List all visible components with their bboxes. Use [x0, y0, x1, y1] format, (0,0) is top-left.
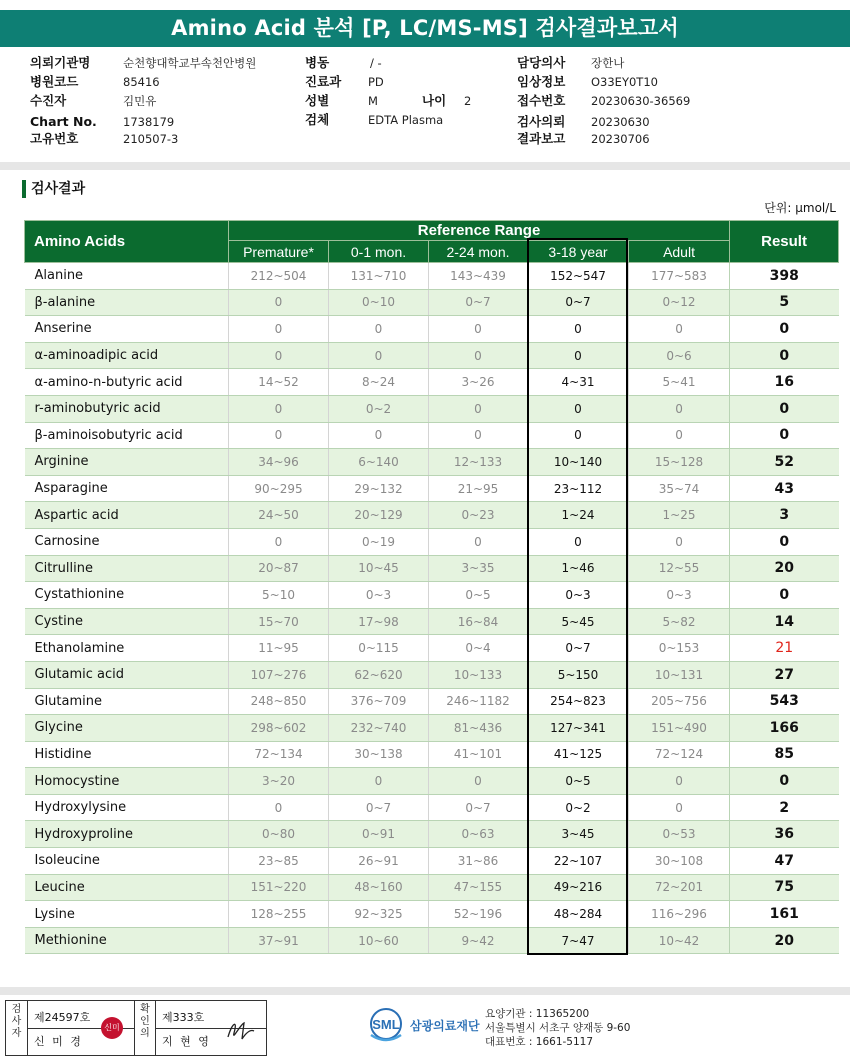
reference-range-cell: 1~25 — [629, 502, 730, 529]
amino-acid-name: Histidine — [25, 741, 229, 768]
tester-name: 신 미 경 — [34, 1035, 83, 1048]
reference-range-cell: 15~128 — [629, 449, 730, 476]
footer-contact — [485, 1007, 630, 1049]
amino-acid-name: Cystine — [25, 608, 229, 635]
section-title: 검사결과 — [31, 181, 86, 197]
amino-acid-name: Glutamine — [25, 688, 229, 715]
info-value-age: 2 — [464, 94, 472, 108]
reference-range-cell: 31~86 — [429, 848, 528, 875]
reference-range-cell: 0 — [329, 316, 429, 343]
reference-range-cell: 5~82 — [629, 608, 730, 635]
reference-range-cell: 205~756 — [629, 688, 730, 715]
info-label-request-date: 검사의뢰 — [517, 114, 566, 129]
confirmer-label-text: 확인의 — [140, 1004, 150, 1039]
tester-label-text: 검사자 — [11, 1004, 22, 1039]
reference-range-cell: 0 — [629, 422, 730, 449]
reference-range-cell: 81~436 — [429, 715, 528, 742]
reference-range-cell: 3~26 — [429, 369, 528, 396]
reference-range-cell: 376~709 — [329, 688, 429, 715]
amino-acid-name: Anserine — [25, 316, 229, 343]
result-value: 52 — [730, 449, 839, 476]
reference-range-cell: 0 — [329, 422, 429, 449]
reference-range-cell: 35~74 — [629, 475, 730, 502]
reference-range-cell: 0 — [429, 342, 528, 369]
reference-range-cell: 49~216 — [528, 874, 629, 901]
reference-range-cell: 0 — [229, 528, 329, 555]
info-value-department: PD — [368, 75, 384, 89]
amino-acid-name: Arginine — [25, 449, 229, 476]
info-value-sex: M — [368, 94, 378, 108]
result-value: 0 — [730, 342, 839, 369]
result-value: 398 — [730, 263, 839, 290]
reference-range-cell: 10~133 — [429, 661, 528, 688]
confirmer-signature — [224, 1015, 258, 1045]
result-value: 21 — [730, 635, 839, 662]
reference-range-cell: 0 — [528, 342, 629, 369]
info-value-unique-no: 210507-3 — [123, 132, 179, 146]
reference-range-cell: 37~91 — [229, 927, 329, 954]
result-value: 161 — [730, 901, 839, 928]
info-label-department: 진료과 — [305, 74, 342, 89]
reference-range-cell: 12~55 — [629, 555, 730, 582]
result-value: 36 — [730, 821, 839, 848]
result-value: 85 — [730, 741, 839, 768]
reference-range-cell: 0~2 — [329, 395, 429, 422]
reference-range-cell: 0 — [429, 422, 528, 449]
reference-range-cell: 0 — [528, 528, 629, 555]
tester-license-no: 제24597호 — [34, 1011, 91, 1024]
reference-range-cell: 14~52 — [229, 369, 329, 396]
reference-range-cell: 29~132 — [329, 475, 429, 502]
reference-range-cell: 10~140 — [528, 449, 629, 476]
amino-acid-name: Alanine — [25, 263, 229, 290]
table-row — [25, 289, 839, 316]
reference-range-cell: 10~42 — [629, 927, 730, 954]
table-row — [25, 316, 839, 343]
info-label-institution: 의뢰기관명 — [30, 55, 91, 70]
reference-range-cell: 72~124 — [629, 741, 730, 768]
info-value-hospital-code: 85416 — [123, 75, 160, 89]
reference-range-cell: 128~255 — [229, 901, 329, 928]
results-table — [24, 220, 839, 954]
reference-range-cell: 0~7 — [429, 289, 528, 316]
reference-range-cell: 4~31 — [528, 369, 629, 396]
footer-line-institution: 요양기관 : 11365200 — [485, 1008, 590, 1020]
footer-divider — [0, 987, 850, 995]
reference-range-cell: 0 — [229, 395, 329, 422]
amino-acid-name: Cystathionine — [25, 582, 229, 609]
info-label-ward: 병동 — [305, 55, 330, 70]
result-value: 543 — [730, 688, 839, 715]
reference-range-cell: 30~108 — [629, 848, 730, 875]
table-row — [25, 422, 839, 449]
sml-logo — [366, 1005, 406, 1047]
amino-acid-name: Aspartic acid — [25, 502, 229, 529]
info-value-patient: 김민유 — [123, 94, 157, 108]
results-table-body — [25, 263, 839, 954]
header-range-adult: Adult — [629, 241, 730, 263]
section-marker — [22, 180, 26, 198]
reference-range-cell: 9~42 — [429, 927, 528, 954]
result-value: 14 — [730, 608, 839, 635]
header-range-2-24-mon: 2-24 mon. — [429, 241, 528, 263]
reference-range-cell: 5~45 — [528, 608, 629, 635]
reference-range-cell: 0 — [528, 316, 629, 343]
result-value: 0 — [730, 528, 839, 555]
reference-range-cell: 232~740 — [329, 715, 429, 742]
reference-range-cell: 26~91 — [329, 848, 429, 875]
confirmer-name: 지 현 영 — [162, 1035, 211, 1048]
table-row — [25, 741, 839, 768]
confirmer-label — [134, 1001, 156, 1055]
reference-range-cell: 0~5 — [528, 768, 629, 795]
result-value: 2 — [730, 794, 839, 821]
amino-acid-name: Citrulline — [25, 555, 229, 582]
info-value-request-date: 20230630 — [591, 115, 650, 129]
reference-range-cell: 20~129 — [329, 502, 429, 529]
table-row — [25, 821, 839, 848]
info-value-doctor: 장한나 — [591, 56, 625, 70]
footer-line-address: 서울특별시 서초구 양재동 9-60 — [485, 1022, 631, 1034]
header-amino-acids: Amino Acids — [25, 221, 229, 263]
reference-range-cell: 52~196 — [429, 901, 528, 928]
report-title: Amino Acid 분석 [P, LC/MS-MS] 검사결과보고서 — [0, 10, 850, 47]
reference-range-cell: 152~547 — [528, 263, 629, 290]
reference-range-cell: 0~7 — [528, 635, 629, 662]
reference-range-cell: 20~87 — [229, 555, 329, 582]
reference-range-cell: 10~60 — [329, 927, 429, 954]
result-value: 0 — [730, 422, 839, 449]
reference-range-cell: 3~35 — [429, 555, 528, 582]
reference-range-cell: 3~45 — [528, 821, 629, 848]
header-range-0-1-mon: 0-1 mon. — [329, 241, 429, 263]
reference-range-cell: 0~19 — [329, 528, 429, 555]
table-row — [25, 449, 839, 476]
reference-range-cell: 177~583 — [629, 263, 730, 290]
footer-line-phone: 대표번호 : 1661-5117 — [485, 1036, 594, 1048]
table-row — [25, 528, 839, 555]
reference-range-cell: 254~823 — [528, 688, 629, 715]
result-value: 20 — [730, 927, 839, 954]
table-row — [25, 715, 839, 742]
reference-range-cell: 0 — [629, 395, 730, 422]
reference-range-cell: 90~295 — [229, 475, 329, 502]
header-range-3-18-year: 3-18 year — [528, 241, 629, 263]
info-label-specimen: 검체 — [305, 112, 330, 127]
reference-range-cell: 6~140 — [329, 449, 429, 476]
reference-range-cell: 0~5 — [429, 582, 528, 609]
reference-range-cell: 127~341 — [528, 715, 629, 742]
table-row — [25, 794, 839, 821]
result-value: 47 — [730, 848, 839, 875]
reference-range-cell: 92~325 — [329, 901, 429, 928]
table-row — [25, 475, 839, 502]
table-row — [25, 263, 839, 290]
reference-range-cell: 0~6 — [629, 342, 730, 369]
org-name: 삼광의료재단 — [410, 1019, 480, 1033]
info-label-sex: 성별 — [305, 93, 330, 108]
reference-range-cell: 48~160 — [329, 874, 429, 901]
result-value: 166 — [730, 715, 839, 742]
reference-range-cell: 15~70 — [229, 608, 329, 635]
info-label-age: 나이 — [422, 93, 447, 108]
result-value: 0 — [730, 582, 839, 609]
amino-acid-name: β-aminoisobutyric acid — [25, 422, 229, 449]
amino-acid-name: Hydroxylysine — [25, 794, 229, 821]
result-value: 27 — [730, 661, 839, 688]
reference-range-cell: 0 — [429, 768, 528, 795]
confirmer-license-no: 제333호 — [162, 1011, 205, 1024]
reference-range-cell: 0~7 — [528, 289, 629, 316]
reference-range-cell: 10~45 — [329, 555, 429, 582]
unit-label: 단위: μmol/L — [764, 201, 836, 215]
reference-range-cell: 22~107 — [528, 848, 629, 875]
reference-range-cell: 12~133 — [429, 449, 528, 476]
reference-range-cell: 0 — [429, 395, 528, 422]
result-value: 43 — [730, 475, 839, 502]
reference-range-cell: 212~504 — [229, 263, 329, 290]
reference-range-cell: 62~620 — [329, 661, 429, 688]
header-range-premature: Premature* — [229, 241, 329, 263]
reference-range-cell: 0 — [629, 768, 730, 795]
table-row — [25, 874, 839, 901]
result-value: 0 — [730, 768, 839, 795]
info-label-report-date: 결과보고 — [517, 131, 566, 146]
result-value: 0 — [730, 395, 839, 422]
reference-range-cell: 8~24 — [329, 369, 429, 396]
table-row — [25, 608, 839, 635]
table-row — [25, 342, 839, 369]
reference-range-cell: 0 — [429, 316, 528, 343]
signature-block — [5, 1000, 267, 1056]
table-row — [25, 502, 839, 529]
reference-range-cell: 0 — [329, 342, 429, 369]
reference-range-cell: 0 — [528, 422, 629, 449]
amino-acid-name: Leucine — [25, 874, 229, 901]
reference-range-cell: 48~284 — [528, 901, 629, 928]
reference-range-cell: 298~602 — [229, 715, 329, 742]
reference-range-cell: 0~80 — [229, 821, 329, 848]
result-value: 3 — [730, 502, 839, 529]
reference-range-cell: 143~439 — [429, 263, 528, 290]
header-reference-range: Reference Range — [229, 221, 730, 241]
amino-acid-name: Methionine — [25, 927, 229, 954]
reference-range-cell: 41~101 — [429, 741, 528, 768]
info-label-hospital-code: 병원코드 — [30, 74, 79, 89]
table-row — [25, 635, 839, 662]
info-label-chart-no: Chart No. — [30, 114, 97, 129]
reference-range-cell: 41~125 — [528, 741, 629, 768]
table-row — [25, 848, 839, 875]
info-value-specimen: EDTA Plasma — [368, 113, 444, 127]
reference-range-cell: 21~95 — [429, 475, 528, 502]
reference-range-cell: 0 — [528, 395, 629, 422]
reference-range-cell: 16~84 — [429, 608, 528, 635]
info-value-report-date: 20230706 — [591, 132, 650, 146]
table-row — [25, 555, 839, 582]
reference-range-cell: 0~23 — [429, 502, 528, 529]
info-label-doctor: 담당의사 — [517, 55, 566, 70]
reference-range-cell: 0~3 — [528, 582, 629, 609]
table-row — [25, 768, 839, 795]
info-label-unique-no: 고유번호 — [30, 131, 79, 146]
section-divider — [0, 162, 850, 170]
reference-range-cell: 5~41 — [629, 369, 730, 396]
table-row — [25, 661, 839, 688]
table-row — [25, 582, 839, 609]
reference-range-cell: 0~53 — [629, 821, 730, 848]
reference-range-cell: 0~4 — [429, 635, 528, 662]
reference-range-cell: 0 — [629, 528, 730, 555]
reference-range-cell: 0~7 — [329, 794, 429, 821]
reference-range-cell: 17~98 — [329, 608, 429, 635]
result-value: 0 — [730, 316, 839, 343]
reference-range-cell: 0~63 — [429, 821, 528, 848]
reference-range-cell: 0 — [229, 342, 329, 369]
reference-range-cell: 0~3 — [629, 582, 730, 609]
table-row — [25, 927, 839, 954]
tester-label — [6, 1001, 28, 1055]
reference-range-cell: 1~24 — [528, 502, 629, 529]
sml-logo-text: SML — [372, 1017, 400, 1032]
reference-range-cell: 0 — [329, 768, 429, 795]
table-row — [25, 688, 839, 715]
table-row — [25, 901, 839, 928]
reference-range-cell: 5~150 — [528, 661, 629, 688]
result-value: 75 — [730, 874, 839, 901]
reference-range-cell: 5~10 — [229, 582, 329, 609]
result-value: 16 — [730, 369, 839, 396]
reference-range-cell: 11~95 — [229, 635, 329, 662]
amino-acid-name: Glycine — [25, 715, 229, 742]
amino-acid-name: α-aminoadipic acid — [25, 342, 229, 369]
amino-acid-name: β-alanine — [25, 289, 229, 316]
reference-range-cell: 0 — [229, 289, 329, 316]
table-row — [25, 369, 839, 396]
reference-range-cell: 0~7 — [429, 794, 528, 821]
reference-range-cell: 0 — [229, 794, 329, 821]
reference-range-cell: 151~220 — [229, 874, 329, 901]
reference-range-cell: 1~46 — [528, 555, 629, 582]
amino-acid-name: α-amino-n-butyric acid — [25, 369, 229, 396]
reference-range-cell: 23~85 — [229, 848, 329, 875]
tester-seal: 신미경 — [101, 1017, 123, 1039]
amino-acid-name: Ethanolamine — [25, 635, 229, 662]
reference-range-cell: 0~3 — [329, 582, 429, 609]
info-value-chart-no: 1738179 — [123, 115, 175, 129]
reference-range-cell: 10~131 — [629, 661, 730, 688]
reference-range-cell: 47~155 — [429, 874, 528, 901]
reference-range-cell: 23~112 — [528, 475, 629, 502]
reference-range-cell: 0~153 — [629, 635, 730, 662]
reference-range-cell: 30~138 — [329, 741, 429, 768]
amino-acid-name: r-aminobutyric acid — [25, 395, 229, 422]
reference-range-cell: 3~20 — [229, 768, 329, 795]
amino-acid-name: Hydroxyproline — [25, 821, 229, 848]
amino-acid-name: Homocystine — [25, 768, 229, 795]
info-label-patient: 수진자 — [30, 93, 67, 108]
reference-range-cell: 7~47 — [528, 927, 629, 954]
amino-acid-name: Glutamic acid — [25, 661, 229, 688]
reference-range-cell: 248~850 — [229, 688, 329, 715]
reference-range-cell: 72~201 — [629, 874, 730, 901]
reference-range-cell: 151~490 — [629, 715, 730, 742]
amino-acid-name: Lysine — [25, 901, 229, 928]
info-value-clinical-info: O33EY0T10 — [591, 75, 658, 89]
reference-range-cell: 0~91 — [329, 821, 429, 848]
reference-range-cell: 0~10 — [329, 289, 429, 316]
info-value-institution: 순천향대학교부속천안병원 — [123, 56, 257, 70]
amino-acid-name: Isoleucine — [25, 848, 229, 875]
reference-range-cell: 131~710 — [329, 263, 429, 290]
reference-range-cell: 0 — [429, 528, 528, 555]
reference-range-cell: 0~2 — [528, 794, 629, 821]
info-label-receipt-no: 접수번호 — [517, 93, 566, 108]
info-value-receipt-no: 20230630-36569 — [591, 94, 691, 108]
reference-range-cell: 246~1182 — [429, 688, 528, 715]
amino-acid-name: Asparagine — [25, 475, 229, 502]
result-value: 20 — [730, 555, 839, 582]
reference-range-cell: 72~134 — [229, 741, 329, 768]
header-result: Result — [730, 221, 839, 263]
reference-range-cell: 24~50 — [229, 502, 329, 529]
reference-range-cell: 0 — [629, 316, 730, 343]
reference-range-cell: 0 — [229, 316, 329, 343]
reference-range-cell: 0 — [629, 794, 730, 821]
reference-range-cell: 34~96 — [229, 449, 329, 476]
reference-range-cell: 107~276 — [229, 661, 329, 688]
reference-range-cell: 116~296 — [629, 901, 730, 928]
result-value: 5 — [730, 289, 839, 316]
amino-acid-name: Carnosine — [25, 528, 229, 555]
reference-range-cell: 0~115 — [329, 635, 429, 662]
reference-range-cell: 0~12 — [629, 289, 730, 316]
table-row — [25, 395, 839, 422]
info-value-ward: / - — [370, 56, 382, 70]
patient-info-panel — [0, 55, 850, 155]
info-label-clinical-info: 임상정보 — [517, 74, 566, 89]
reference-range-cell: 0 — [229, 422, 329, 449]
